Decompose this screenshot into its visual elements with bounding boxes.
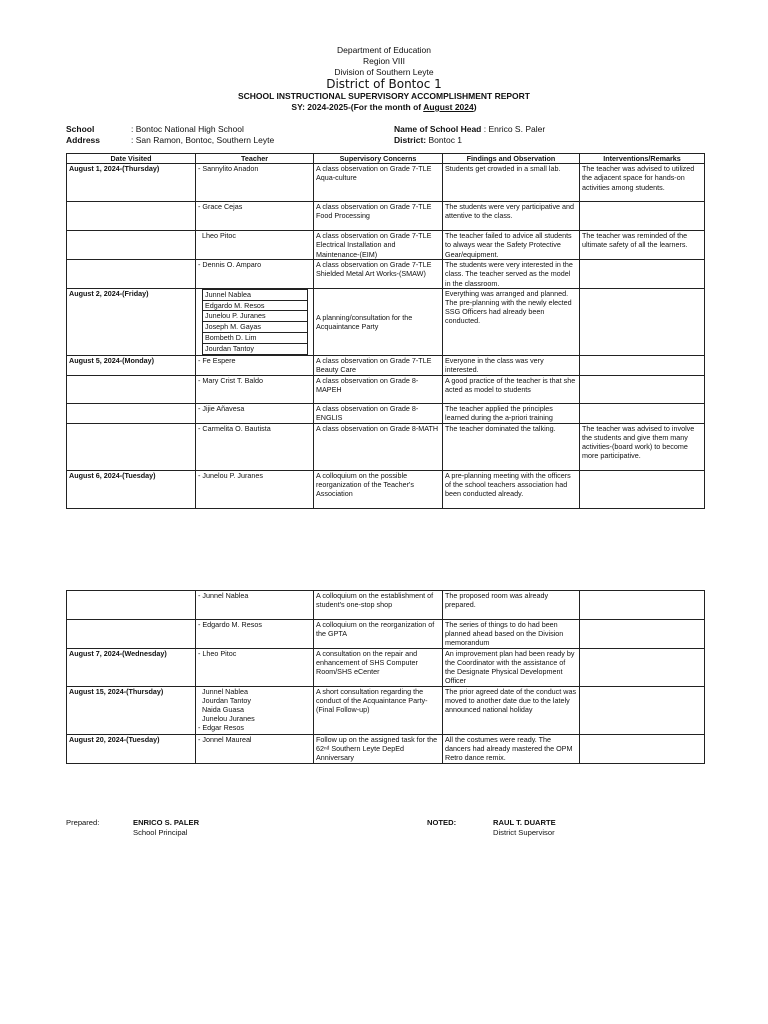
finding-cell: The prior agreed date of the conduct was moved to another date due to the lately announced national holiday xyxy=(443,686,580,734)
concern-cell: A consultation on the repair and enhancement of SHS Computer Room/SHS eCenter xyxy=(314,648,443,686)
address-label: Address xyxy=(66,135,101,145)
teacher-name-boxes xyxy=(202,289,308,355)
teacher-name: Jourdan Tantoy xyxy=(205,343,255,353)
head-info xyxy=(394,124,545,146)
school-year-line xyxy=(0,102,768,113)
concern-cell: A class observation on Grade 7-TLE Food Processing xyxy=(314,202,443,231)
noted-name: RAUL T. DUARTE xyxy=(493,818,556,827)
teacher-cell: - Jonnel Maureal xyxy=(196,734,314,763)
district-title: District of Bontoc 1 xyxy=(326,77,442,91)
concern-cell: A class observation on Grade 8-MAPEH xyxy=(314,375,443,403)
address-value: : San Ramon, Bontoc, Southern Leyte xyxy=(131,135,275,145)
concern-cell: A class observation on Grade 8-MATH xyxy=(314,423,443,470)
date-cell: August 15, 2024-(Thursday) xyxy=(67,686,196,734)
teacher-cell: - Lheo Pitoc xyxy=(196,648,314,686)
noted-label: NOTED: xyxy=(427,818,457,827)
department-line: Department of Education xyxy=(336,45,432,55)
teacher-cell: Lheo Pitoc xyxy=(196,231,314,260)
teacher-name: Edgardo M. Resos xyxy=(203,301,307,312)
finding-cell: The teacher dominated the talking. xyxy=(443,423,580,470)
date-cell xyxy=(67,620,196,649)
table-row xyxy=(67,423,705,470)
school-value: : Bontoc National High School xyxy=(131,124,244,134)
table-row xyxy=(67,231,705,260)
date-cell xyxy=(67,423,196,470)
noted-label-wrap xyxy=(427,818,456,828)
report-table-bottom xyxy=(66,590,705,764)
teacher-name: Bombeth D. Lim xyxy=(203,333,307,344)
table-row xyxy=(67,734,705,763)
concern-cell: A colloquium on the establishment of student's one-stop shop xyxy=(314,591,443,620)
table-row xyxy=(67,470,705,508)
remark-cell xyxy=(580,591,705,620)
table-row xyxy=(67,620,705,649)
date-cell xyxy=(67,260,196,289)
finding-cell: The teacher applied the principles learned during the a-priori training xyxy=(443,403,580,423)
finding-cell: The teacher failed to advice all students to always wear the Safety Protective Gear/equipment. xyxy=(443,231,580,260)
table-row xyxy=(67,375,705,403)
report-table-top xyxy=(66,153,705,509)
table-row xyxy=(67,686,705,734)
teacher-cell: - Sannylito Anadon xyxy=(196,164,314,202)
sy-month: August 2024 xyxy=(423,102,474,112)
finding-cell: The students were very interested in the class. The teacher served as the model in the classroom. xyxy=(443,260,580,289)
finding-cell: The students were very participative and attentive to the class. xyxy=(443,202,580,231)
date-cell: August 1, 2024-(Thursday) xyxy=(67,164,196,202)
concern-cell: A class observation on Grade 7-TLE Beauty Care xyxy=(314,355,443,375)
table-row xyxy=(67,591,705,620)
region-line: Region VIII xyxy=(362,56,406,66)
concern-cell: A planning/consultation for the Acquaintance Party xyxy=(314,288,443,355)
report-title: SCHOOL INSTRUCTIONAL SUPERVISORY ACCOMPLISHMENT REPORT xyxy=(237,91,531,101)
table-row xyxy=(67,355,705,375)
teacher-cell: Junnel Nablea Jourdan Tantoy Naida Guasa Junelou Juranes - Edgar Resos xyxy=(196,686,314,734)
remark-cell xyxy=(580,288,705,355)
school-info xyxy=(66,124,274,146)
teacher-cell: - Grace Cejas xyxy=(196,202,314,231)
noted-block xyxy=(493,818,556,838)
concern-cell: A class observation on Grade 7-TLE Shielded Metal Art Works-(SMAW) xyxy=(314,260,443,289)
date-cell xyxy=(67,375,196,403)
prepared-label: Prepared: xyxy=(66,818,100,827)
finding-cell: Students get crowded in a small lab. xyxy=(443,164,580,202)
concern-cell: A colloquium on the possible reorganization of the Teacher's Association xyxy=(314,470,443,508)
remark-cell xyxy=(580,734,705,763)
remark-cell xyxy=(580,260,705,289)
remark-cell xyxy=(580,620,705,649)
finding-cell: An improvement plan had been ready by the Coordinator with the assistance of the Designate Physical Development Officer xyxy=(443,648,580,686)
col-findings-header: Findings and Observation xyxy=(443,154,580,164)
prepared-name: ENRICO S. PALER xyxy=(133,818,200,827)
teacher-name: Junelou P. Juranes xyxy=(203,311,307,322)
school-label: School xyxy=(66,124,95,134)
remark-cell: The teacher was advised to utilized the adjacent space for hands-on activities among students. xyxy=(580,164,705,202)
date-cell: August 7, 2024-(Wednesday) xyxy=(67,648,196,686)
concern-cell: Follow up on the assigned task for the 62ⁿᵈ Southern Leyte DepEd Anniversary xyxy=(314,734,443,763)
table-row xyxy=(67,403,705,423)
remark-cell xyxy=(580,375,705,403)
table-row xyxy=(67,202,705,231)
division-line: Division of Southern Leyte xyxy=(334,67,434,77)
remark-cell xyxy=(580,403,705,423)
table-header-row xyxy=(67,154,705,164)
col-concerns-header: Supervisory Concerns xyxy=(314,154,443,164)
table-row xyxy=(67,164,705,202)
finding-cell: Everything was arranged and planned. The pre-planning with the newly elected SSG Officers had already been conducted. xyxy=(443,288,580,355)
teacher-cell: - Edgardo M. Resos xyxy=(196,620,314,649)
noted-title: District Supervisor xyxy=(493,828,555,837)
finding-cell: Everyone in the class was very interested. xyxy=(443,355,580,375)
table-row xyxy=(67,260,705,289)
teacher-cell: - Jijie Añavesa xyxy=(196,403,314,423)
teacher-name: Joseph M. Gayas xyxy=(203,322,307,333)
remark-cell xyxy=(580,686,705,734)
remark-cell: The teacher was advised to involve the students and give them many activities-(board work) to become more participative. xyxy=(580,423,705,470)
remark-cell xyxy=(580,202,705,231)
district-value: Bontoc 1 xyxy=(426,135,463,145)
remark-cell: The teacher was reminded of the ultimate safety of all the learners. xyxy=(580,231,705,260)
remark-cell xyxy=(580,470,705,508)
report-header xyxy=(0,45,768,113)
date-cell: August 6, 2024-(Tuesday) xyxy=(67,470,196,508)
date-cell xyxy=(67,202,196,231)
concern-cell: A class observation on Grade 7-TLE Electrical Installation and Maintenance-(EIM) xyxy=(314,231,443,260)
col-remarks-header: Interventions/Remarks xyxy=(580,154,705,164)
finding-cell: The series of things to do had been planned ahead based on the Division memorandum xyxy=(443,620,580,649)
concern-cell: A class observation on Grade 7-TLE Aqua-culture xyxy=(314,164,443,202)
sy-suffix: ) xyxy=(473,102,477,112)
date-cell: August 2, 2024-(Friday) xyxy=(67,288,196,355)
date-cell: August 5, 2024-(Monday) xyxy=(67,355,196,375)
teacher-group-cell xyxy=(196,288,314,355)
remark-cell xyxy=(580,648,705,686)
prepared-block xyxy=(133,818,199,838)
finding-cell: The proposed room was already prepared. xyxy=(443,591,580,620)
concern-cell: A short consultation regarding the conduct of the Acquaintance Party-(Final Follow-up) xyxy=(314,686,443,734)
teacher-name: Junnel Nablea xyxy=(203,290,307,301)
finding-cell: A pre-planning meeting with the officers of the school teachers association had been conducted already. xyxy=(443,470,580,508)
remark-cell xyxy=(580,355,705,375)
head-value: : Enrico S. Paler xyxy=(481,124,546,134)
prepared-title: School Principal xyxy=(133,828,188,837)
concern-cell: A class observation on Grade 8-ENGLIS xyxy=(314,403,443,423)
date-cell xyxy=(67,403,196,423)
sy-prefix: SY: 2024-2025-(For the month of xyxy=(291,102,424,112)
teacher-cell: - Junelou P. Juranes xyxy=(196,470,314,508)
finding-cell: All the costumes were ready. The dancers had already mastered the OPM Retro dance remix. xyxy=(443,734,580,763)
district-label: District: xyxy=(394,135,427,145)
col-teacher-header: Teacher xyxy=(196,154,314,164)
teacher-cell: - Junnel Nablea xyxy=(196,591,314,620)
teacher-cell: - Carmelita O. Bautista xyxy=(196,423,314,470)
finding-cell: A good practice of the teacher is that she acted as model to students xyxy=(443,375,580,403)
date-cell: August 20, 2024-(Tuesday) xyxy=(67,734,196,763)
date-cell xyxy=(67,231,196,260)
table-row xyxy=(67,648,705,686)
col-date-header: Date Visited xyxy=(67,154,196,164)
teacher-cell: - Fe Espere xyxy=(196,355,314,375)
teacher-cell: - Dennis O. Amparo xyxy=(196,260,314,289)
date-cell xyxy=(67,591,196,620)
table-row xyxy=(67,288,705,355)
teacher-cell: - Mary Crist T. Baldo xyxy=(196,375,314,403)
concern-cell: A colloquium on the reorganization of the GPTA xyxy=(314,620,443,649)
head-label: Name of School Head xyxy=(394,124,482,134)
